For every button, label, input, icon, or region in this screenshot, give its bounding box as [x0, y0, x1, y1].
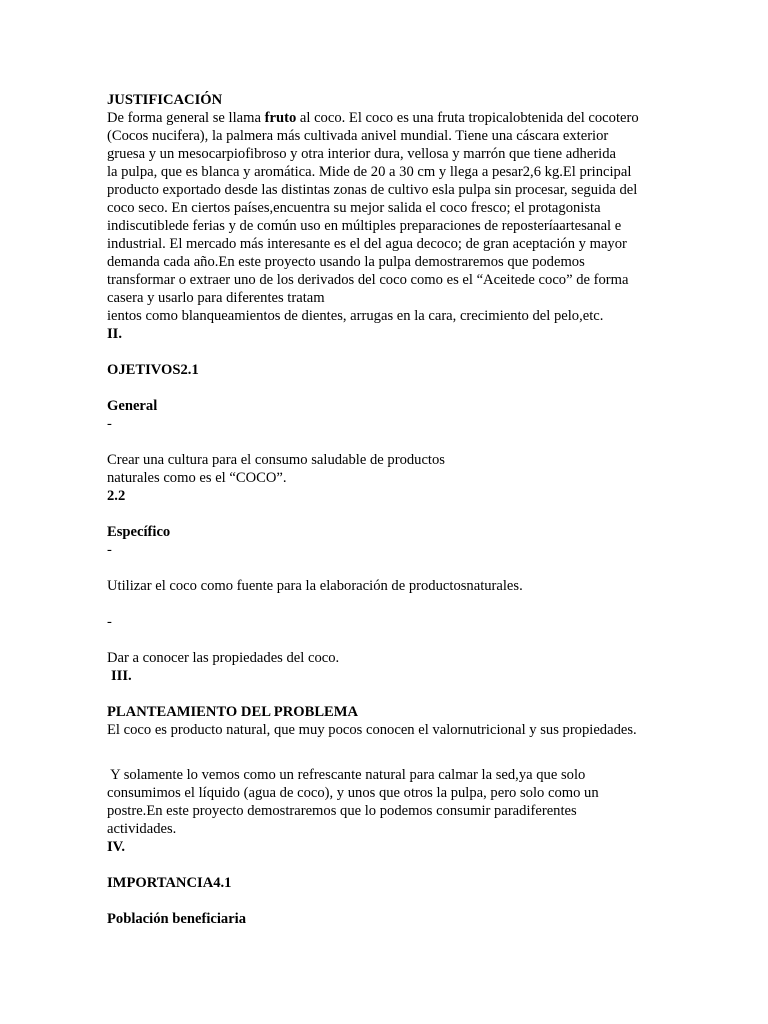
section-heading-importancia: IMPORTANCIA4.1	[107, 875, 232, 891]
paragraph-line: coco seco. En ciertos países,encuentra su mejor salida el coco fresco; el protagonista	[107, 200, 601, 216]
paragraph-line	[107, 109, 667, 127]
section-heading-planteamiento: PLANTEAMIENTO DEL PROBLEMA	[107, 704, 359, 720]
paragraph-line: El coco es producto natural, que muy pocos conocen el valornutricional y sus propiedades.	[107, 722, 637, 738]
section-numeral: III.	[111, 668, 132, 684]
bold-term: fruto	[264, 110, 297, 126]
section-heading-justificacion: JUSTIFICACIÓN	[107, 92, 223, 108]
subsection-heading-general: General	[107, 398, 158, 414]
paragraph-line: postre.En este proyecto demostraremos que lo podemos consumir paradiferentes	[107, 803, 577, 819]
spacer	[107, 433, 667, 451]
paragraph-line: gruesa y un mesocarpiofibroso y otra interior dura, vellosa y marrón que tiene adherida	[107, 146, 616, 162]
paragraph-line: (Cocos nucifera), la palmera más cultivada anivel mundial. Tiene una cáscara exterior	[107, 128, 609, 144]
paragraph-line: demanda cada año.En este proyecto usando la pulpa demostraremos que podemos	[107, 254, 585, 270]
subsection-heading-especifico: Específico	[107, 524, 171, 540]
spacer	[107, 379, 667, 397]
bullet-dash: -	[107, 542, 112, 558]
spacer	[107, 856, 667, 874]
paragraph-line: indiscutiblede ferias y de común uso en múltiples preparaciones de reposteríaartesanal e	[107, 218, 622, 234]
section-numeral: IV.	[107, 839, 125, 855]
paragraph-line: Crear una cultura para el consumo saludable de productos	[107, 452, 445, 468]
paragraph-line: Utilizar el coco como fuente para la elaboración de productosnaturales.	[107, 578, 523, 594]
paragraph-line: consumimos el líquido (agua de coco), y unos que otros la pulpa, pero solo como un	[107, 785, 599, 801]
document-page	[107, 91, 667, 928]
spacer	[107, 739, 667, 757]
paragraph-line: producto exportado desde las distintas zonas de cultivo esla pulpa sin procesar, seguida del	[107, 182, 638, 198]
text-run: al coco. El coco es una fruta tropicalobtenida del cocotero	[296, 110, 639, 126]
spacer	[107, 757, 667, 766]
paragraph-line: naturales como es el “COCO”.	[107, 470, 287, 486]
subsection-heading-poblacion: Población beneficiaria	[107, 911, 247, 927]
paragraph-line: Y solamente lo vemos como un refrescante natural para calmar la sed,ya que solo	[107, 767, 586, 783]
paragraph-line: Dar a conocer las propiedades del coco.	[107, 650, 340, 666]
paragraph-line: transformar o extraer uno de los derivados del coco como es el “Aceitede coco” de forma	[107, 272, 629, 288]
bullet-dash: -	[107, 614, 112, 630]
paragraph-line: la pulpa, que es blanca y aromática. Mide de 20 a 30 cm y llega a pesar2,6 kg.El principal	[107, 164, 632, 180]
spacer	[107, 505, 667, 523]
paragraph-line: casera y usarlo para diferentes tratam	[107, 290, 325, 306]
text-run: De forma general se llama	[107, 110, 265, 126]
paragraph-line: ientos como blanqueamientos de dientes, arrugas en la cara, crecimiento del pelo,etc.	[107, 308, 604, 324]
spacer	[107, 559, 667, 577]
bullet-dash: -	[107, 416, 112, 432]
spacer	[107, 892, 667, 910]
section-numeral: II.	[107, 326, 123, 342]
section-heading-objetivos: OJETIVOS2.1	[107, 362, 199, 378]
spacer	[107, 685, 667, 703]
subsection-number: 2.2	[107, 488, 126, 504]
paragraph-line: actividades.	[107, 821, 177, 837]
spacer	[107, 343, 667, 361]
paragraph-line: industrial. El mercado más interesante es el del agua decoco; de gran aceptación y mayor	[107, 236, 627, 252]
spacer	[107, 631, 667, 649]
spacer	[107, 595, 667, 613]
